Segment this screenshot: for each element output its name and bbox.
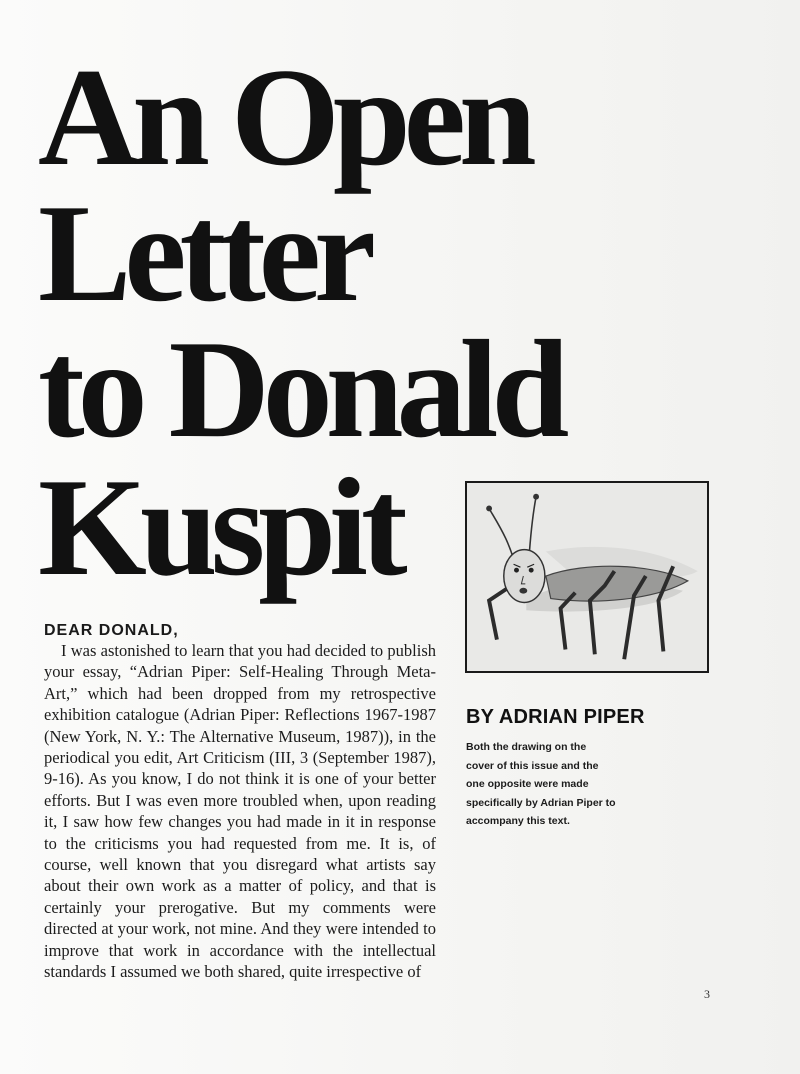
title-line-4: Kuspit <box>38 450 401 605</box>
letter-body: I was astonished to learn that you had decided to publish your essay, “Adrian Piper: Self-Healing Through Meta-Art,” which had been dropped from my retrospective exhibition catalogue (Adrian Piper: Reflections 1967-1987 (New York, N. Y.: The Alternative Museum, 1987)), in the periodical you edit, Art Criticism (III, 3 (September 1987), 9-16). As you know, I do not think it is one of your better efforts. But I was even more troubled when, upon reading it, I saw how few changes you had made in it in response to the criticisms you had requested from me. It is, of course, well known that you disregard what artists say about their own work as a matter of policy, and that is certainly your prerogative. But my comments were directed at your work, not mine. And they were intended to improve that work in accordance with the intellectual standards I assumed we both shared, quite irrespective of <box>44 641 436 982</box>
letter-salutation: DEAR DONALD, <box>44 622 179 639</box>
author-byline: BY ADRIAN PIPER <box>466 706 645 728</box>
drawing-caption: Both the drawing on the cover of this issue and the one opposite were made specifically by Adrian Piper to accompany this text. <box>466 741 616 827</box>
title-line-2: Letter <box>38 176 370 331</box>
page-number: 3 <box>704 987 710 1001</box>
insect-drawing <box>465 481 709 673</box>
title-line-3: to Donald <box>38 312 563 467</box>
title-line-1: An Open <box>38 40 530 195</box>
pencil-sketch-image <box>467 483 707 671</box>
